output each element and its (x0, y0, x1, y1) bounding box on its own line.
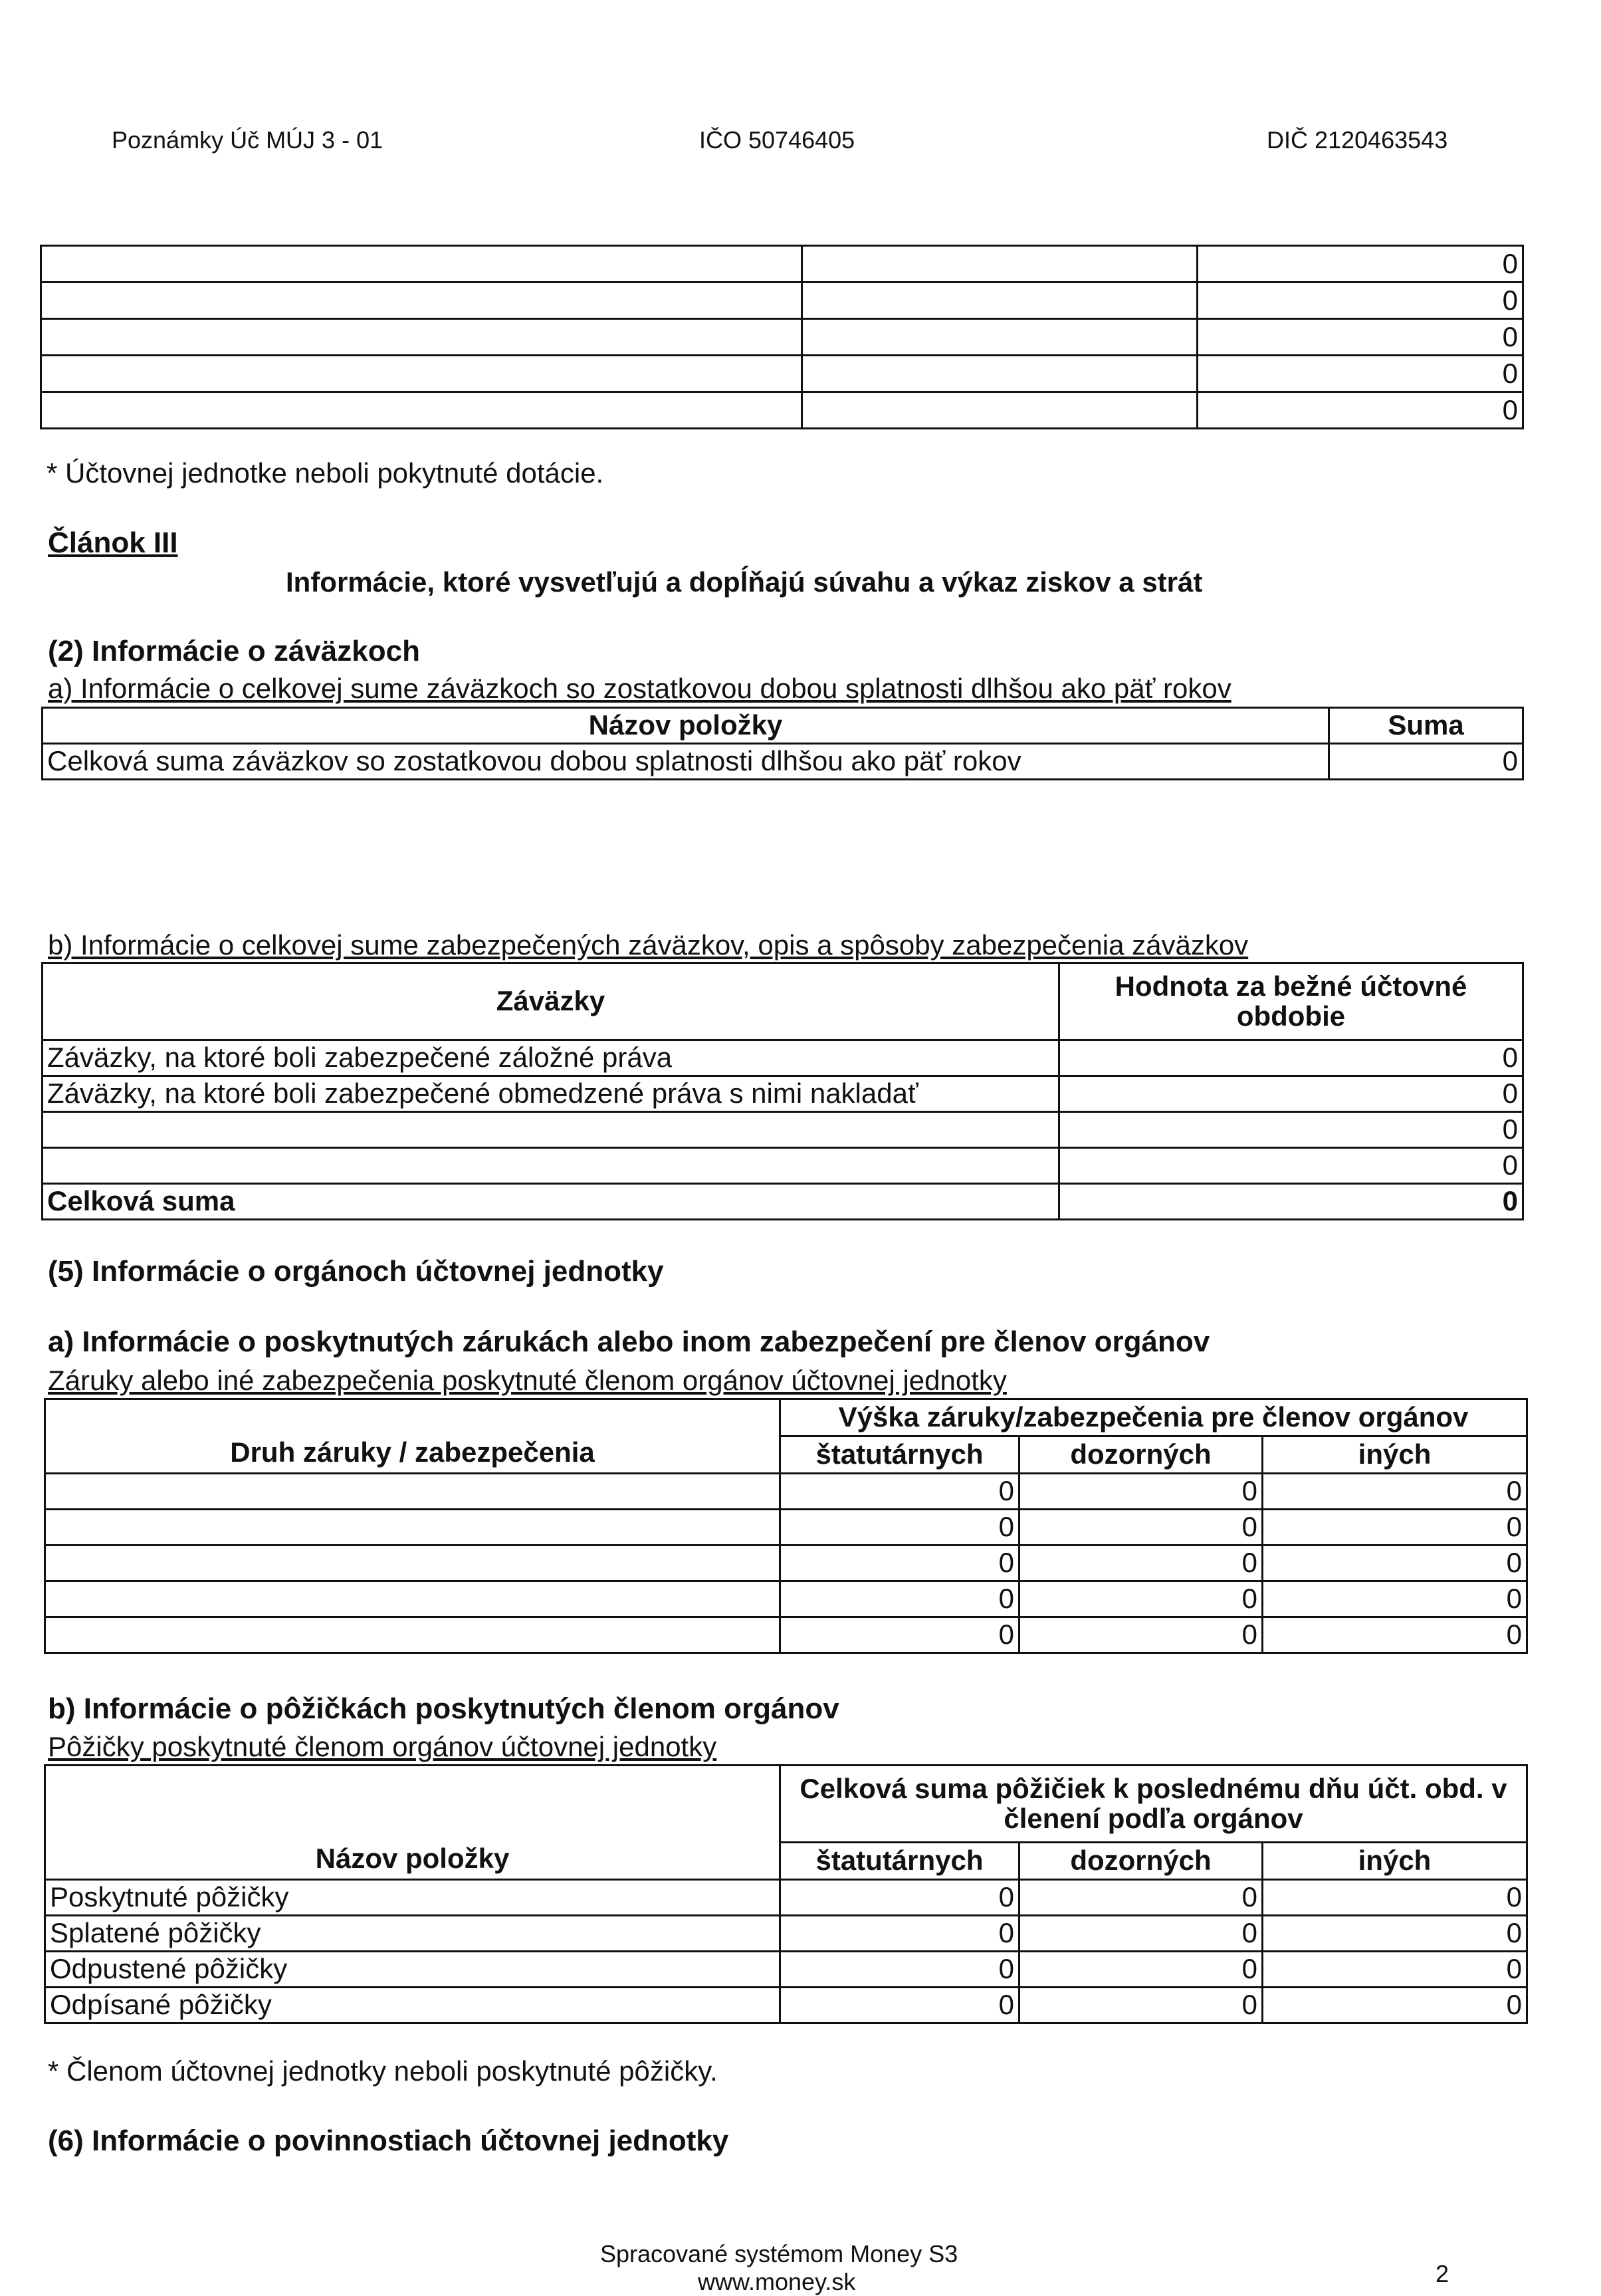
row-label (43, 1148, 1059, 1184)
value-inych: 0 (1263, 1617, 1527, 1653)
value-dozornych: 0 (1019, 1581, 1263, 1617)
table-header-row (45, 1399, 1527, 1436)
value-inych: 0 (1263, 1952, 1527, 1988)
value-statutarnych: 0 (780, 1952, 1019, 1988)
row-label (45, 1474, 780, 1510)
table-header-row (43, 708, 1523, 744)
cell-value: 0 (1198, 246, 1523, 283)
cell (802, 392, 1198, 429)
value-dozornych: 0 (1019, 1880, 1263, 1916)
row-label: Poskytnuté pôžičky (45, 1880, 780, 1916)
table-row (45, 1581, 1527, 1617)
col-header-dozornych: dozorných (1019, 1843, 1263, 1880)
table-row (43, 1076, 1523, 1112)
note-dotacie: * Účtovnej jednotke neboli pokytnuté dotácie. (47, 457, 604, 489)
header-left: Poznámky Úč MÚJ 3 - 01 (112, 126, 383, 154)
footer-line2: www.money.sk (698, 2268, 856, 2295)
value-statutarnych: 0 (780, 1474, 1019, 1510)
col-header-nazov: Názov položky (45, 1766, 780, 1880)
col-header-group: Celková suma pôžičiek k poslednému dňu účt. obd. v členení podľa orgánov (780, 1766, 1527, 1843)
row-label: Odpustené pôžičky (45, 1952, 780, 1988)
cell (41, 356, 802, 392)
value-dozornych: 0 (1019, 1952, 1263, 1988)
table-row (43, 1112, 1523, 1148)
table-row (45, 1988, 1527, 2023)
clanok-title: Článok III (48, 526, 178, 559)
value-dozornych: 0 (1019, 1988, 1263, 2023)
sec2-b-caption: b) Informácie o celkovej sume zabezpečených záväzkov, opis a spôsoby zabezpečenia záväzkov (48, 929, 1249, 961)
value-dozornych: 0 (1019, 1474, 1263, 1510)
row-label: Záväzky, na ktoré boli zabezpečené záložné práva (43, 1040, 1059, 1076)
value-statutarnych: 0 (780, 1988, 1019, 2023)
value-inych: 0 (1263, 1916, 1527, 1952)
sec5-b-title: b) Informácie o pôžičkách poskytnutých členom orgánov (48, 1692, 839, 1725)
row-label: Splatené pôžičky (45, 1916, 780, 1952)
table-row (41, 392, 1523, 429)
sec6-title: (6) Informácie o povinnostiach účtovnej jednotky (48, 2124, 729, 2157)
value-statutarnych: 0 (780, 1880, 1019, 1916)
col-header-dozornych: dozorných (1019, 1436, 1263, 1474)
value-dozornych: 0 (1019, 1617, 1263, 1653)
page-number: 2 (1436, 2260, 1449, 2287)
sec5-b-table (44, 1764, 1528, 2024)
value-statutarnych: 0 (780, 1581, 1019, 1617)
value-inych: 0 (1263, 1546, 1527, 1581)
cell (802, 319, 1198, 356)
table-header-row (45, 1766, 1527, 1843)
row-value: 0 (1059, 1112, 1523, 1148)
col-header-statutarnych: štatutárnych (780, 1843, 1019, 1880)
table-row (43, 744, 1523, 780)
table-row (45, 1510, 1527, 1546)
col-header-druh: Druh záruky / zabezpečenia (45, 1399, 780, 1474)
row-label: Záväzky, na ktoré boli zabezpečené obmedzené práva s nimi nakladať (43, 1076, 1059, 1112)
col-header-inych: iných (1263, 1436, 1527, 1474)
header-dic: DIČ 2120463543 (1267, 126, 1448, 154)
col-header-statutarnych: štatutárnych (780, 1436, 1019, 1474)
table-row (41, 246, 1523, 283)
value-statutarnych: 0 (780, 1617, 1019, 1653)
value-inych: 0 (1263, 1988, 1527, 2023)
sec5-b-caption: Pôžičky poskytnuté členom orgánov účtovnej jednotky (48, 1731, 717, 1762)
value-inych: 0 (1263, 1474, 1527, 1510)
col-header-nazov: Názov položky (43, 708, 1329, 744)
sec2-title: (2) Informácie o záväzkoch (48, 635, 420, 667)
row-label (45, 1581, 780, 1617)
table-row (41, 319, 1523, 356)
note-pozicky: * Členom účtovnej jednotky neboli poskytnuté pôžičky. (48, 2055, 718, 2087)
value-dozornych: 0 (1019, 1546, 1263, 1581)
value-dozornych: 0 (1019, 1916, 1263, 1952)
cell (41, 392, 802, 429)
table-row (45, 1474, 1527, 1510)
row-value: 0 (1059, 1076, 1523, 1112)
table-total-row (43, 1184, 1523, 1220)
top-table (40, 245, 1524, 429)
row-value: 0 (1059, 1148, 1523, 1184)
row-label (45, 1546, 780, 1581)
sec2-a-caption: a) Informácie o celkovej sume záväzkoch so zostatkovou dobou splatnosti dlhšou ako päť rokov (48, 673, 1231, 704)
value-dozornych: 0 (1019, 1510, 1263, 1546)
sec5-a-table (44, 1398, 1528, 1654)
table-row (45, 1880, 1527, 1916)
cell (41, 246, 802, 283)
table-row (45, 1617, 1527, 1653)
value-statutarnych: 0 (780, 1916, 1019, 1952)
cell (41, 283, 802, 319)
value-statutarnych: 0 (780, 1510, 1019, 1546)
total-label: Celková suma (43, 1184, 1059, 1220)
sec5-a-caption: Záruky alebo iné zabezpečenia poskytnuté členom orgánov účtovnej jednotky (48, 1365, 1007, 1396)
col-header-suma: Suma (1329, 708, 1523, 744)
row-label (45, 1617, 780, 1653)
value-inych: 0 (1263, 1510, 1527, 1546)
table-row (43, 1148, 1523, 1184)
table-row (45, 1916, 1527, 1952)
cell (802, 356, 1198, 392)
cell-value: 0 (1198, 319, 1523, 356)
row-label: Celková suma záväzkov so zostatkovou dobou splatnosti dlhšou ako päť rokov (43, 744, 1329, 780)
table-header-row (43, 963, 1523, 1040)
sec5-title: (5) Informácie o orgánoch účtovnej jednotky (48, 1255, 664, 1288)
table-row (45, 1546, 1527, 1581)
sec2-a-table (41, 707, 1524, 780)
table-row (41, 356, 1523, 392)
row-value: 0 (1329, 744, 1523, 780)
col-header-inych: iných (1263, 1843, 1527, 1880)
clanok-subtitle: Informácie, ktoré vysvetľujú a dopĺňajú súvahu a výkaz ziskov a strát (286, 566, 1203, 598)
col-header-hodnota: Hodnota za bežné účtovné obdobie (1059, 963, 1523, 1040)
sec5-a-title: a) Informácie o poskytnutých zárukách alebo inom zabezpečení pre členov orgánov (48, 1325, 1210, 1358)
value-inych: 0 (1263, 1581, 1527, 1617)
row-label: Odpísané pôžičky (45, 1988, 780, 2023)
cell-value: 0 (1198, 283, 1523, 319)
cell-value: 0 (1198, 392, 1523, 429)
cell (41, 319, 802, 356)
sec2-b-table (41, 962, 1524, 1220)
value-inych: 0 (1263, 1880, 1527, 1916)
header-ico: IČO 50746405 (699, 126, 855, 154)
row-label (45, 1510, 780, 1546)
total-value: 0 (1059, 1184, 1523, 1220)
col-header-zavazky: Záväzky (43, 963, 1059, 1040)
col-header-group: Výška záruky/zabezpečenia pre členov orgánov (780, 1399, 1527, 1436)
row-value: 0 (1059, 1040, 1523, 1076)
value-statutarnych: 0 (780, 1546, 1019, 1581)
cell-value: 0 (1198, 356, 1523, 392)
table-row (41, 283, 1523, 319)
footer-line1: Spracované systémom Money S3 (600, 2240, 958, 2267)
cell (802, 246, 1198, 283)
table-row (45, 1952, 1527, 1988)
cell (802, 283, 1198, 319)
row-label (43, 1112, 1059, 1148)
table-row (43, 1040, 1523, 1076)
